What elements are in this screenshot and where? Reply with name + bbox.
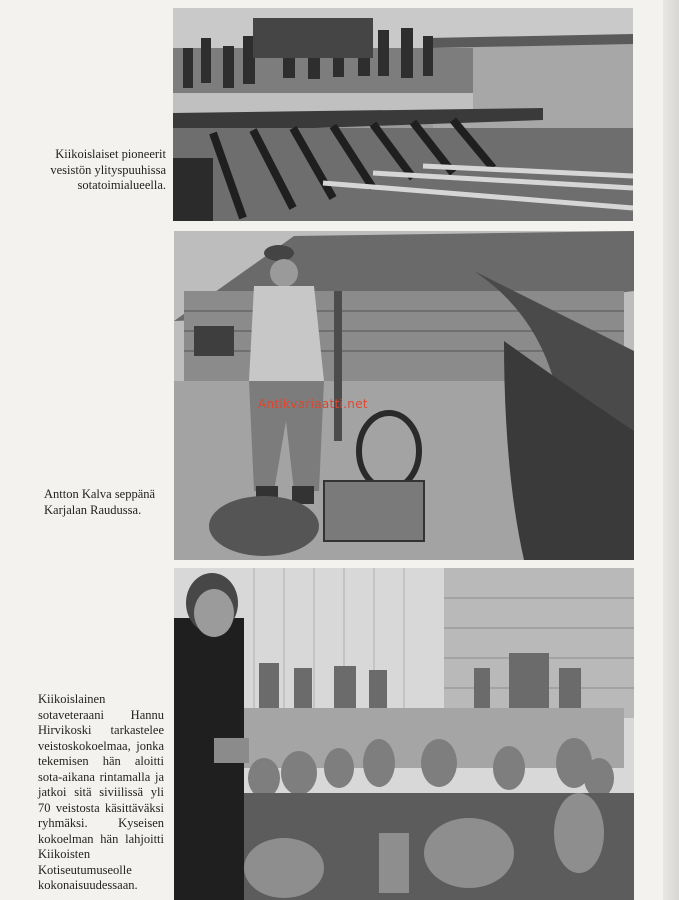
photo-blacksmith [174, 231, 634, 560]
caption-sculpture-collection: Kiikoislainen sotaveteraani Hannu Hirvikoski tarkastelee veistoskokoelmaa, jonka tekemisen hän aloitti sota-aikana rintamalla ja jatkoi sitä siviilissä yli 70 veistosta käsittäväksi ryhmäksi. Kyseisen kokoelman hän lahjoitti Kiikoisten Kotiseutumuseolle kokonaisuudessaan. [38, 692, 164, 892]
watermark: Antikvariaatti.net [258, 397, 368, 411]
caption-pioneers: Kiikoislaiset pioneerit vesistön ylityspuuhissa sotatoimialueella. [50, 147, 166, 192]
page-edge [663, 0, 679, 900]
photo-sculpture-collection [174, 568, 634, 900]
caption-blacksmith: Antton Kalva seppänä Karjalan Raudussa. [44, 487, 156, 517]
photo-pioneers-river-crossing [173, 8, 633, 221]
